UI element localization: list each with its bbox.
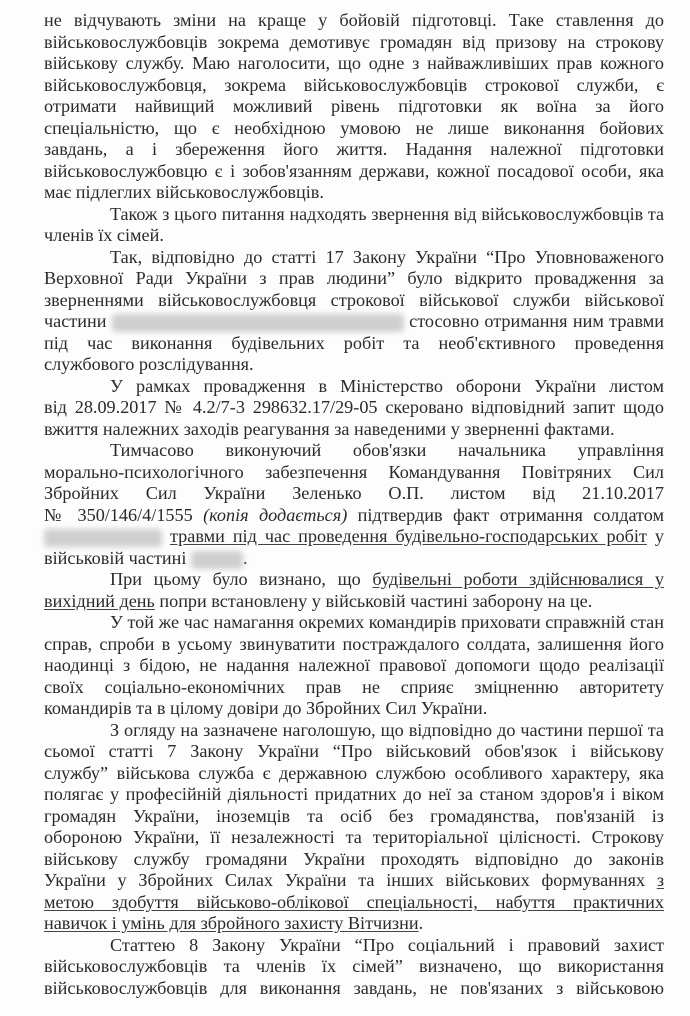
text-line: військовослужбовців для виконання завдань, не пов'язаних з військовою <box>44 978 664 998</box>
text-line: громадян України, іноземців та осіб без громадянства, пов'язаній із <box>44 806 664 826</box>
text-line: З огляду на зазначене наголошую, що відповідно до частини першої та <box>110 720 664 740</box>
text-line: військову службу. Маю наголосити, що одне з найважливіших прав кожного <box>44 53 664 73</box>
text-line: має підлеглих військовослужбовців. <box>44 182 324 202</box>
text-line: своїх соціально-економічних прав не сприяє зміцненню авторитету <box>44 677 664 697</box>
redacted-region <box>191 551 243 569</box>
text-line <box>44 590 664 612</box>
text-line: Тимчасово виконуючий обов'язки начальника управління <box>110 440 664 460</box>
text-fragment: . <box>418 913 424 933</box>
underlined-text: вихідний день <box>44 591 155 611</box>
text-fragment: При цьому було визнано, що <box>110 569 361 589</box>
redacted-region <box>112 314 404 332</box>
text-line: Так, відповідно до статті 17 Закону України “Про Уповноваженого <box>110 247 664 267</box>
italic-note: (копія додається) <box>203 505 348 525</box>
text-line <box>44 504 664 526</box>
text-line <box>44 891 664 913</box>
text-fragment: попри встановлену у військовій частині заборону на це. <box>159 591 593 611</box>
text-line: Верховної Ради України з прав людини” було відкрито провадження за <box>44 268 664 288</box>
text-line: військовослужбовців зокрема демотивує громадян від призову на строкову <box>44 32 664 52</box>
underlined-text: навичок і умінь для збройного захисту Вітчизни <box>44 913 419 933</box>
text-line: спеціальністю, що є необхідною умовою не лише виконання бойових <box>44 118 664 138</box>
text-fragment: стосовно отримання ним травми <box>409 311 665 331</box>
text-line: Статтею 8 Закону України “Про соціальний і правовий захист <box>110 935 664 955</box>
text-line: службового розслідування. <box>44 354 254 374</box>
text-line: полягає у професійній діяльності придатних до неї за станом здоров'я і віком <box>44 784 664 804</box>
underlined-text: травми під час проведення будівельно-господарських робіт <box>169 526 647 546</box>
underlined-text: з <box>656 870 665 890</box>
text-line-with-redaction <box>44 525 664 547</box>
text-line: Також з цього питання надходять звернення від військовослужбовців та <box>110 204 664 224</box>
text-line: військовослужбовців та членів їх сімей” визначено, що використання <box>44 956 664 976</box>
text-line: Збройних Сил України Зеленько О.П. листом від 21.10.2017 <box>44 483 664 503</box>
text-line: зверненнями військовослужбовця строкової військової служби військової <box>44 290 664 310</box>
text-line: У рамках провадження в Міністерство оборони України листом <box>110 376 664 396</box>
text-line: обороною України, її незалежності та територіальної цілісності. Строкову <box>44 827 664 847</box>
text-fragment: військовій частині <box>44 548 187 568</box>
text-line: отримати найвищий можливий рівень підготовки як воїна за його <box>44 96 664 116</box>
text-line <box>44 912 664 934</box>
text-line-with-redaction <box>44 547 664 569</box>
text-fragment: . <box>242 548 248 568</box>
text-line: військовослужбовця, зокрема військовослужбовців строкової служби, є <box>44 75 664 95</box>
text-line <box>110 568 664 590</box>
text-line: завдань, а і збереження його життя. Надання належної підготовки <box>44 139 664 159</box>
text-line: У той же час намагання окремих командирів приховати справжній стан <box>110 612 664 632</box>
underlined-text: метою здобуття військово-облікової спеціальності, набуття практичних <box>44 892 664 912</box>
text-fragment: № 350/146/4/1555 <box>44 505 193 525</box>
text-line: командирів та в цілому довіри до Збройних Сил України. <box>44 698 488 718</box>
text-line: під час виконання будівельних робіт та необ'єктивного проведення <box>44 333 664 353</box>
text-fragment: України у Збройних Силах України та інших військових формуваннях <box>44 870 646 890</box>
text-line <box>44 869 664 891</box>
text-line: службу” військова служба є державною службою особливого характеру, яка <box>44 763 664 783</box>
text-line: наодинці з бідою, не надання належної правової допомоги щодо реалізації <box>44 655 664 675</box>
text-line: справ, спроби в усьому звинуватити постраждалого солдата, залишення його <box>44 634 664 654</box>
text-fragment: підтвердив факт отримання солдатом <box>357 505 665 525</box>
text-fragment: у <box>654 526 664 546</box>
text-line: сьомої статті 7 Закону України “Про військовий обов'язок і військову <box>44 741 664 761</box>
text-line-with-redaction <box>44 310 664 332</box>
text-line: військову службу громадяни України проходять відповідно до законів <box>44 849 664 869</box>
text-line: вжиття належних заходів реагування за наведеними у зверненні фактами. <box>44 419 615 439</box>
underlined-text: будівельні роботи здійснювалися у <box>372 569 664 589</box>
text-line: членів їх сімей. <box>44 225 164 245</box>
text-line: військовослужбовцю є і зобов'язанням держави, кожної посадової особи, яка <box>44 161 664 181</box>
text-line: не відчувають зміни на краще у бойовій підготовці. Таке ставлення до <box>44 10 664 30</box>
redacted-region <box>44 529 162 547</box>
text-line: морально-психологічного забезпечення Командування Повітряних Сил <box>44 462 664 482</box>
text-fragment: частини <box>44 311 107 331</box>
text-line: від 28.09.2017 № 4.2/7-3 298632.17/29-05 скеровано відповідний запит щодо <box>44 397 664 417</box>
